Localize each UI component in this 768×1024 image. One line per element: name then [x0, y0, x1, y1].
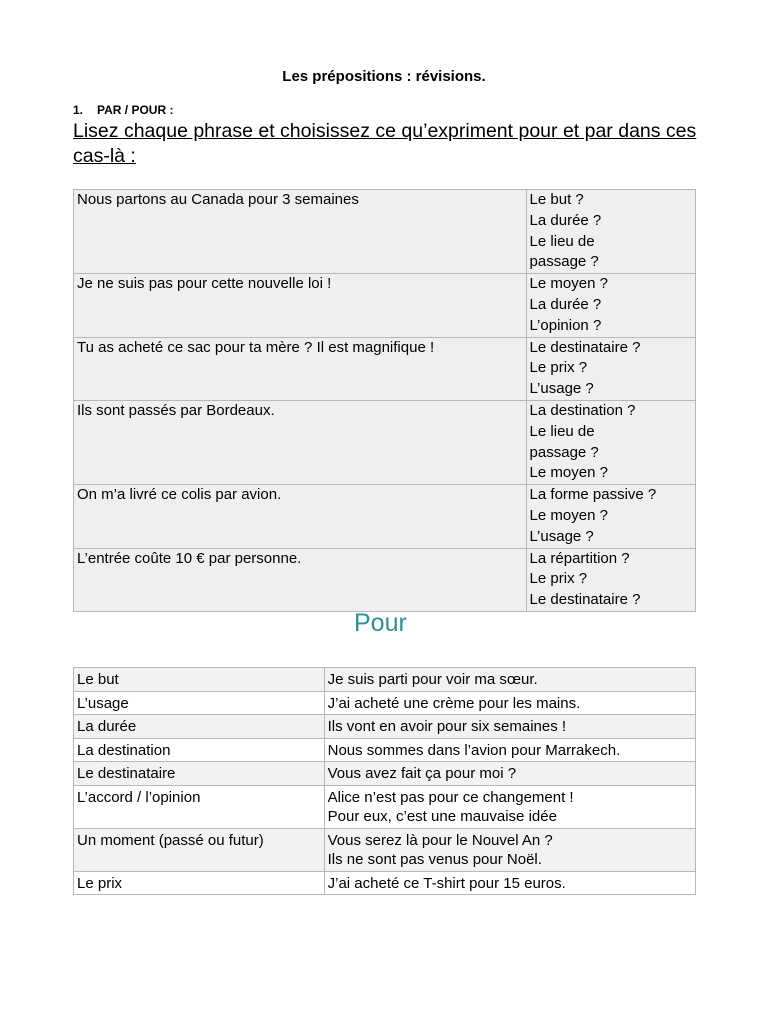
option-text: Le destinataire ? — [529, 591, 641, 609]
example-text: J’ai acheté ce T-shirt pour 15 euros. — [327, 874, 566, 892]
usage-row — [74, 762, 696, 786]
usage-label: Le but — [74, 668, 325, 692]
exercise-table — [73, 189, 696, 612]
exercise-row — [74, 337, 696, 400]
option-text: Le destinataire ? — [529, 338, 641, 356]
usage-row — [74, 738, 696, 762]
option-text: La répartition ? — [529, 549, 630, 567]
section-label: PAR / POUR : — [97, 103, 174, 117]
exercise-row — [74, 190, 696, 274]
usage-label: L’accord / l’opinion — [74, 785, 325, 828]
instruction-text: Lisez chaque phrase et choisissez ce qu’expriment pour et par dans ces cas-là : — [73, 120, 697, 167]
exercise-options — [526, 485, 695, 548]
option-text: Le lieu de — [529, 232, 595, 250]
option-text: passage ? — [529, 443, 599, 461]
usage-example — [324, 738, 695, 762]
option-text: Le prix ? — [529, 570, 588, 588]
usage-label: L’usage — [74, 691, 325, 715]
exercise-row — [74, 400, 696, 484]
exercise-sentence: Je ne suis pas pour cette nouvelle loi ! — [74, 274, 527, 337]
exercise-options — [526, 400, 695, 484]
exercise-row — [74, 274, 696, 337]
usage-label: Le prix — [74, 871, 325, 895]
usage-label: Un moment (passé ou futur) — [74, 828, 325, 871]
usage-row — [74, 691, 696, 715]
usage-label: La destination — [74, 738, 325, 762]
usage-example — [324, 762, 695, 786]
section-heading — [73, 103, 173, 117]
exercise-sentence: On m’a livré ce colis par avion. — [74, 485, 527, 548]
exercise-options — [526, 274, 695, 337]
section-number: 1. — [73, 103, 84, 117]
exercise-options — [526, 190, 695, 274]
option-text: L’usage ? — [529, 527, 594, 545]
example-text: Ils ne sont pas venus pour Noël. — [327, 851, 542, 868]
example-text: Alice n’est pas pour ce changement ! — [327, 788, 574, 806]
page-title: Les prépositions : révisions. — [282, 68, 486, 85]
usage-example — [324, 785, 695, 828]
example-text: Vous avez fait ça pour moi ? — [327, 765, 517, 782]
option-text: Le but ? — [529, 191, 584, 208]
example-text: Je suis parti pour voir ma sœur. — [327, 671, 538, 688]
option-text: Le moyen ? — [529, 275, 608, 293]
usage-row — [74, 871, 696, 895]
usage-example — [324, 828, 695, 871]
usage-example — [324, 715, 695, 739]
example-text: Pour eux, c’est une mauvaise idée — [327, 808, 557, 825]
option-text: L’opinion ? — [529, 316, 602, 334]
usage-row — [74, 785, 696, 828]
example-text: Ils vont en avoir pour six semaines ! — [327, 718, 567, 735]
usage-example — [324, 691, 695, 715]
example-text: Vous serez là pour le Nouvel An ? — [327, 831, 553, 849]
exercise-sentence: L’entrée coûte 10 € par personne. — [74, 548, 527, 611]
option-text: Le moyen ? — [529, 506, 608, 524]
example-text: J’ai acheté une crème pour les mains. — [327, 694, 581, 712]
usage-label: La durée — [74, 715, 325, 739]
usage-example — [324, 668, 695, 692]
option-text: Le moyen ? — [529, 464, 608, 482]
option-text: passage ? — [529, 253, 599, 271]
exercise-row — [74, 548, 696, 611]
option-text: La durée ? — [529, 295, 602, 313]
option-text: Le prix ? — [529, 359, 588, 377]
exercise-options — [526, 548, 695, 611]
option-text: La forme passive ? — [529, 486, 657, 504]
exercise-options — [526, 337, 695, 400]
example-text: Nous sommes dans l’avion pour Marrakech. — [327, 741, 621, 759]
option-text: La destination ? — [529, 401, 636, 419]
usage-label: Le destinataire — [74, 762, 325, 786]
option-text: Le lieu de — [529, 422, 595, 440]
pour-usage-table — [73, 667, 696, 895]
pour-heading: Pour — [354, 609, 407, 637]
exercise-sentence: Ils sont passés par Bordeaux. — [74, 400, 527, 484]
exercise-sentence: Tu as acheté ce sac pour ta mère ? Il est magnifique ! — [74, 337, 527, 400]
exercise-sentence: Nous partons au Canada pour 3 semaines — [74, 190, 527, 274]
usage-row — [74, 668, 696, 692]
usage-example — [324, 871, 695, 895]
usage-row — [74, 828, 696, 871]
usage-row — [74, 715, 696, 739]
exercise-row — [74, 485, 696, 548]
option-text: L’usage ? — [529, 380, 594, 398]
option-text: La durée ? — [529, 211, 602, 229]
